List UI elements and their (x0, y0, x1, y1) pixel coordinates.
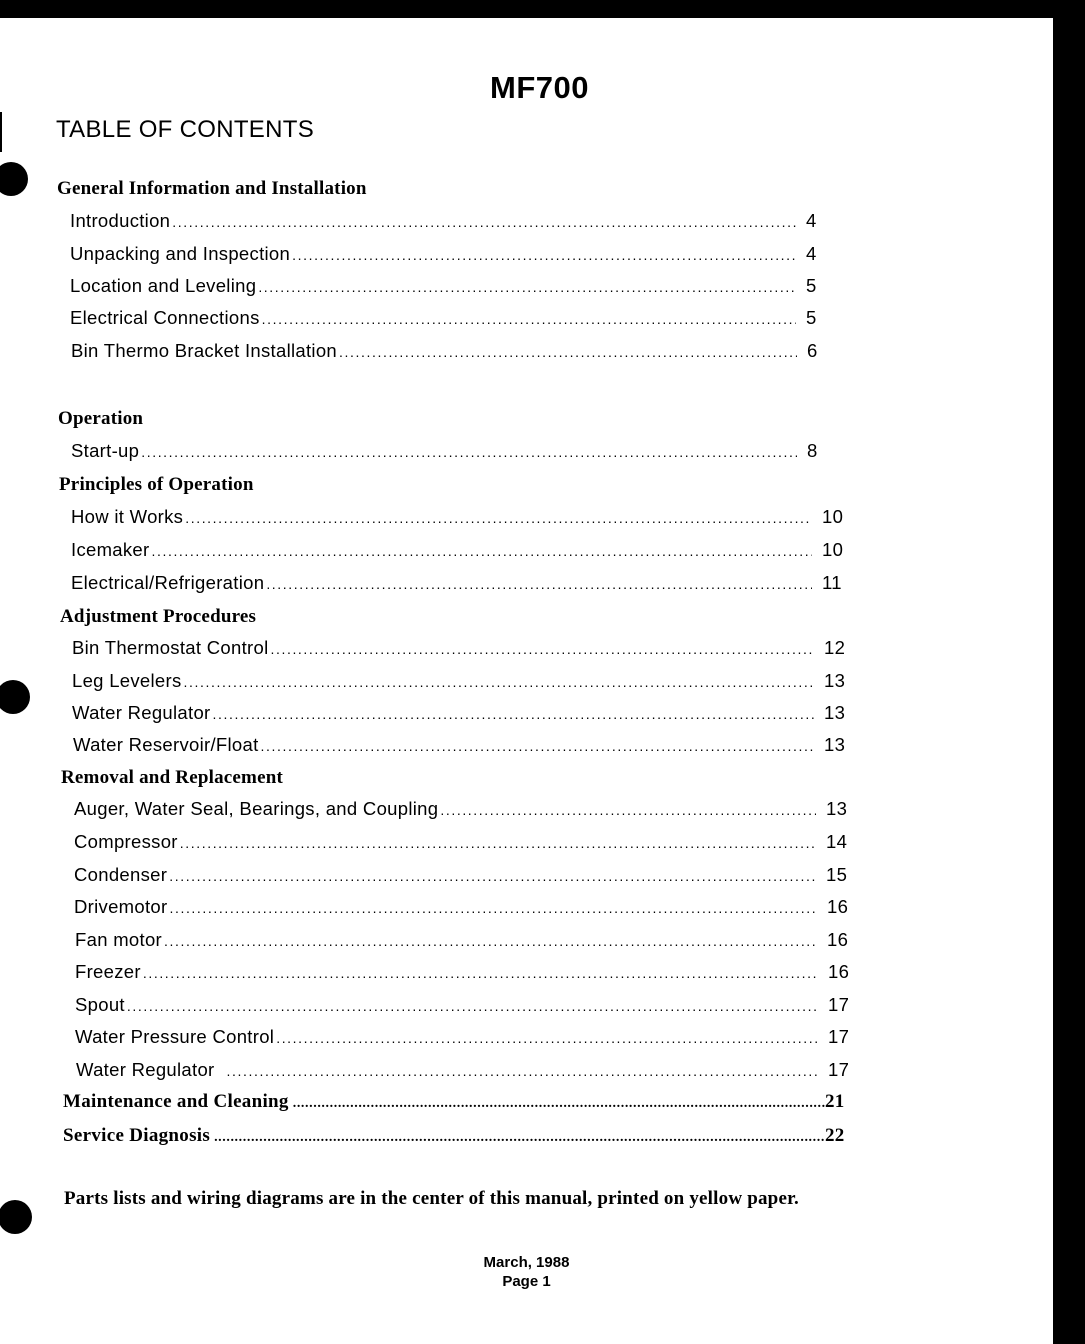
toc-entry[interactable] (72, 637, 850, 659)
entry-label: Bin Thermo Bracket Installation (71, 340, 338, 361)
entry-label: How it Works (71, 506, 184, 527)
toc-entry[interactable] (74, 864, 852, 886)
toc-entry-main[interactable] (63, 1091, 851, 1113)
dot-leader (276, 1030, 818, 1046)
entry-page: 10 (822, 506, 844, 527)
dot-leader (169, 900, 817, 916)
dot-leader (266, 576, 812, 592)
entry-label: Water Reservoir/Float (73, 734, 259, 755)
parts-note: Parts lists and wiring diagrams are in the center of this manual, printed on yellow paper. (64, 1188, 799, 1209)
toc-entry[interactable] (71, 340, 833, 362)
dot-leader (339, 344, 797, 360)
section-heading: General Information and Installation (57, 178, 367, 199)
toc-entry[interactable] (71, 440, 833, 462)
entry-page: 13 (824, 670, 846, 691)
dot-leader (143, 965, 818, 981)
dot-leader (172, 214, 796, 230)
entry-page: 15 (826, 864, 848, 885)
toc-entry-main[interactable] (63, 1125, 851, 1147)
entry-label: Electrical Connections (70, 307, 260, 328)
scan-edge-mark (0, 112, 2, 152)
entry-label: Water Regulator (72, 702, 211, 723)
toc-entry[interactable] (74, 896, 853, 918)
toc-entry[interactable] (72, 702, 850, 724)
dot-leader (293, 1096, 825, 1112)
entry-label: Fan motor (75, 929, 163, 950)
entry-page: 10 (822, 539, 844, 560)
toc-entry[interactable] (72, 670, 850, 692)
toc-entry[interactable] (73, 734, 850, 756)
dot-leader (184, 674, 814, 690)
entry-label: Service Diagnosis (63, 1125, 211, 1146)
entry-label: Water Pressure Control (75, 1026, 275, 1047)
dot-leader (270, 641, 814, 657)
toc-entry[interactable] (75, 1026, 854, 1048)
toc-entry[interactable] (74, 798, 852, 820)
entry-page: 13 (824, 734, 846, 755)
entry-label: Leg Levelers (72, 670, 182, 691)
toc-entry[interactable] (70, 307, 832, 329)
entry-label: Drivemotor (74, 896, 168, 917)
entry-label: Water Regulator (76, 1059, 215, 1080)
toc-entry[interactable] (75, 961, 854, 983)
dot-leader (440, 802, 816, 818)
toc-entry[interactable] (76, 1059, 854, 1081)
toc-entry[interactable] (74, 831, 852, 853)
dot-leader (214, 1130, 825, 1146)
toc-entry[interactable] (71, 539, 848, 561)
dot-leader (292, 247, 796, 263)
document-title: MF700 (490, 70, 589, 105)
entry-label: Location and Leveling (70, 275, 257, 296)
section-heading: Adjustment Procedures (60, 606, 257, 627)
dot-leader (151, 543, 812, 559)
dot-leader (169, 868, 816, 884)
toc-heading: TABLE OF CONTENTS (56, 116, 315, 143)
toc-entry[interactable] (75, 994, 854, 1016)
entry-page: 13 (824, 702, 846, 723)
entry-page: 13 (826, 798, 848, 819)
entry-label: Condenser (74, 864, 168, 885)
entry-page: 21 (825, 1091, 845, 1112)
entry-page: 14 (826, 831, 848, 852)
dot-leader (261, 738, 814, 754)
toc-entry[interactable] (71, 572, 848, 594)
dot-leader (180, 835, 816, 851)
entry-label: Bin Thermostat Control (72, 637, 269, 658)
entry-label: Introduction (70, 210, 171, 231)
entry-page: 8 (807, 440, 818, 461)
entry-page: 11 (822, 572, 842, 593)
toc-entry[interactable] (75, 929, 853, 951)
footer-date: March, 1988 (483, 1254, 570, 1271)
dot-leader (164, 933, 817, 949)
dot-leader (127, 998, 818, 1014)
dot-leader (258, 279, 796, 295)
entry-page: 17 (828, 1059, 850, 1080)
entry-page: 17 (828, 1026, 850, 1047)
entry-label: Compressor (74, 831, 178, 852)
entry-page: 5 (806, 307, 817, 328)
entry-label: Icemaker (71, 539, 150, 560)
entry-page: 16 (827, 896, 849, 917)
dot-leader (262, 311, 796, 327)
entry-page: 5 (806, 275, 817, 296)
toc-entry[interactable] (70, 275, 832, 297)
section-heading: Principles of Operation (59, 474, 254, 495)
entry-label: Electrical/Refrigeration (71, 572, 265, 593)
section-heading: Removal and Replacement (61, 767, 284, 788)
toc-entry[interactable] (70, 243, 832, 265)
entry-page: 6 (807, 340, 818, 361)
toc-entry[interactable] (71, 506, 848, 528)
entry-page: 4 (806, 243, 817, 264)
entry-label: Maintenance and Cleaning (63, 1091, 289, 1112)
entry-page: 4 (806, 210, 817, 231)
entry-page: 17 (828, 994, 850, 1015)
entry-label: Unpacking and Inspection (70, 243, 291, 264)
section-heading: Operation (58, 408, 144, 429)
footer-page-number: Page 1 (502, 1273, 551, 1290)
dot-leader (141, 444, 797, 460)
dot-leader (185, 510, 812, 526)
dot-leader (213, 706, 814, 722)
entry-label: Auger, Water Seal, Bearings, and Coupling (74, 798, 439, 819)
toc-entry[interactable] (70, 210, 832, 232)
entry-page: 16 (827, 929, 849, 950)
entry-page: 16 (828, 961, 850, 982)
entry-label: Spout (75, 994, 125, 1015)
entry-page: 22 (825, 1125, 845, 1146)
entry-label: Start-up (71, 440, 140, 461)
entry-page: 12 (824, 637, 846, 658)
dot-leader (227, 1063, 818, 1079)
entry-label: Freezer (75, 961, 141, 982)
